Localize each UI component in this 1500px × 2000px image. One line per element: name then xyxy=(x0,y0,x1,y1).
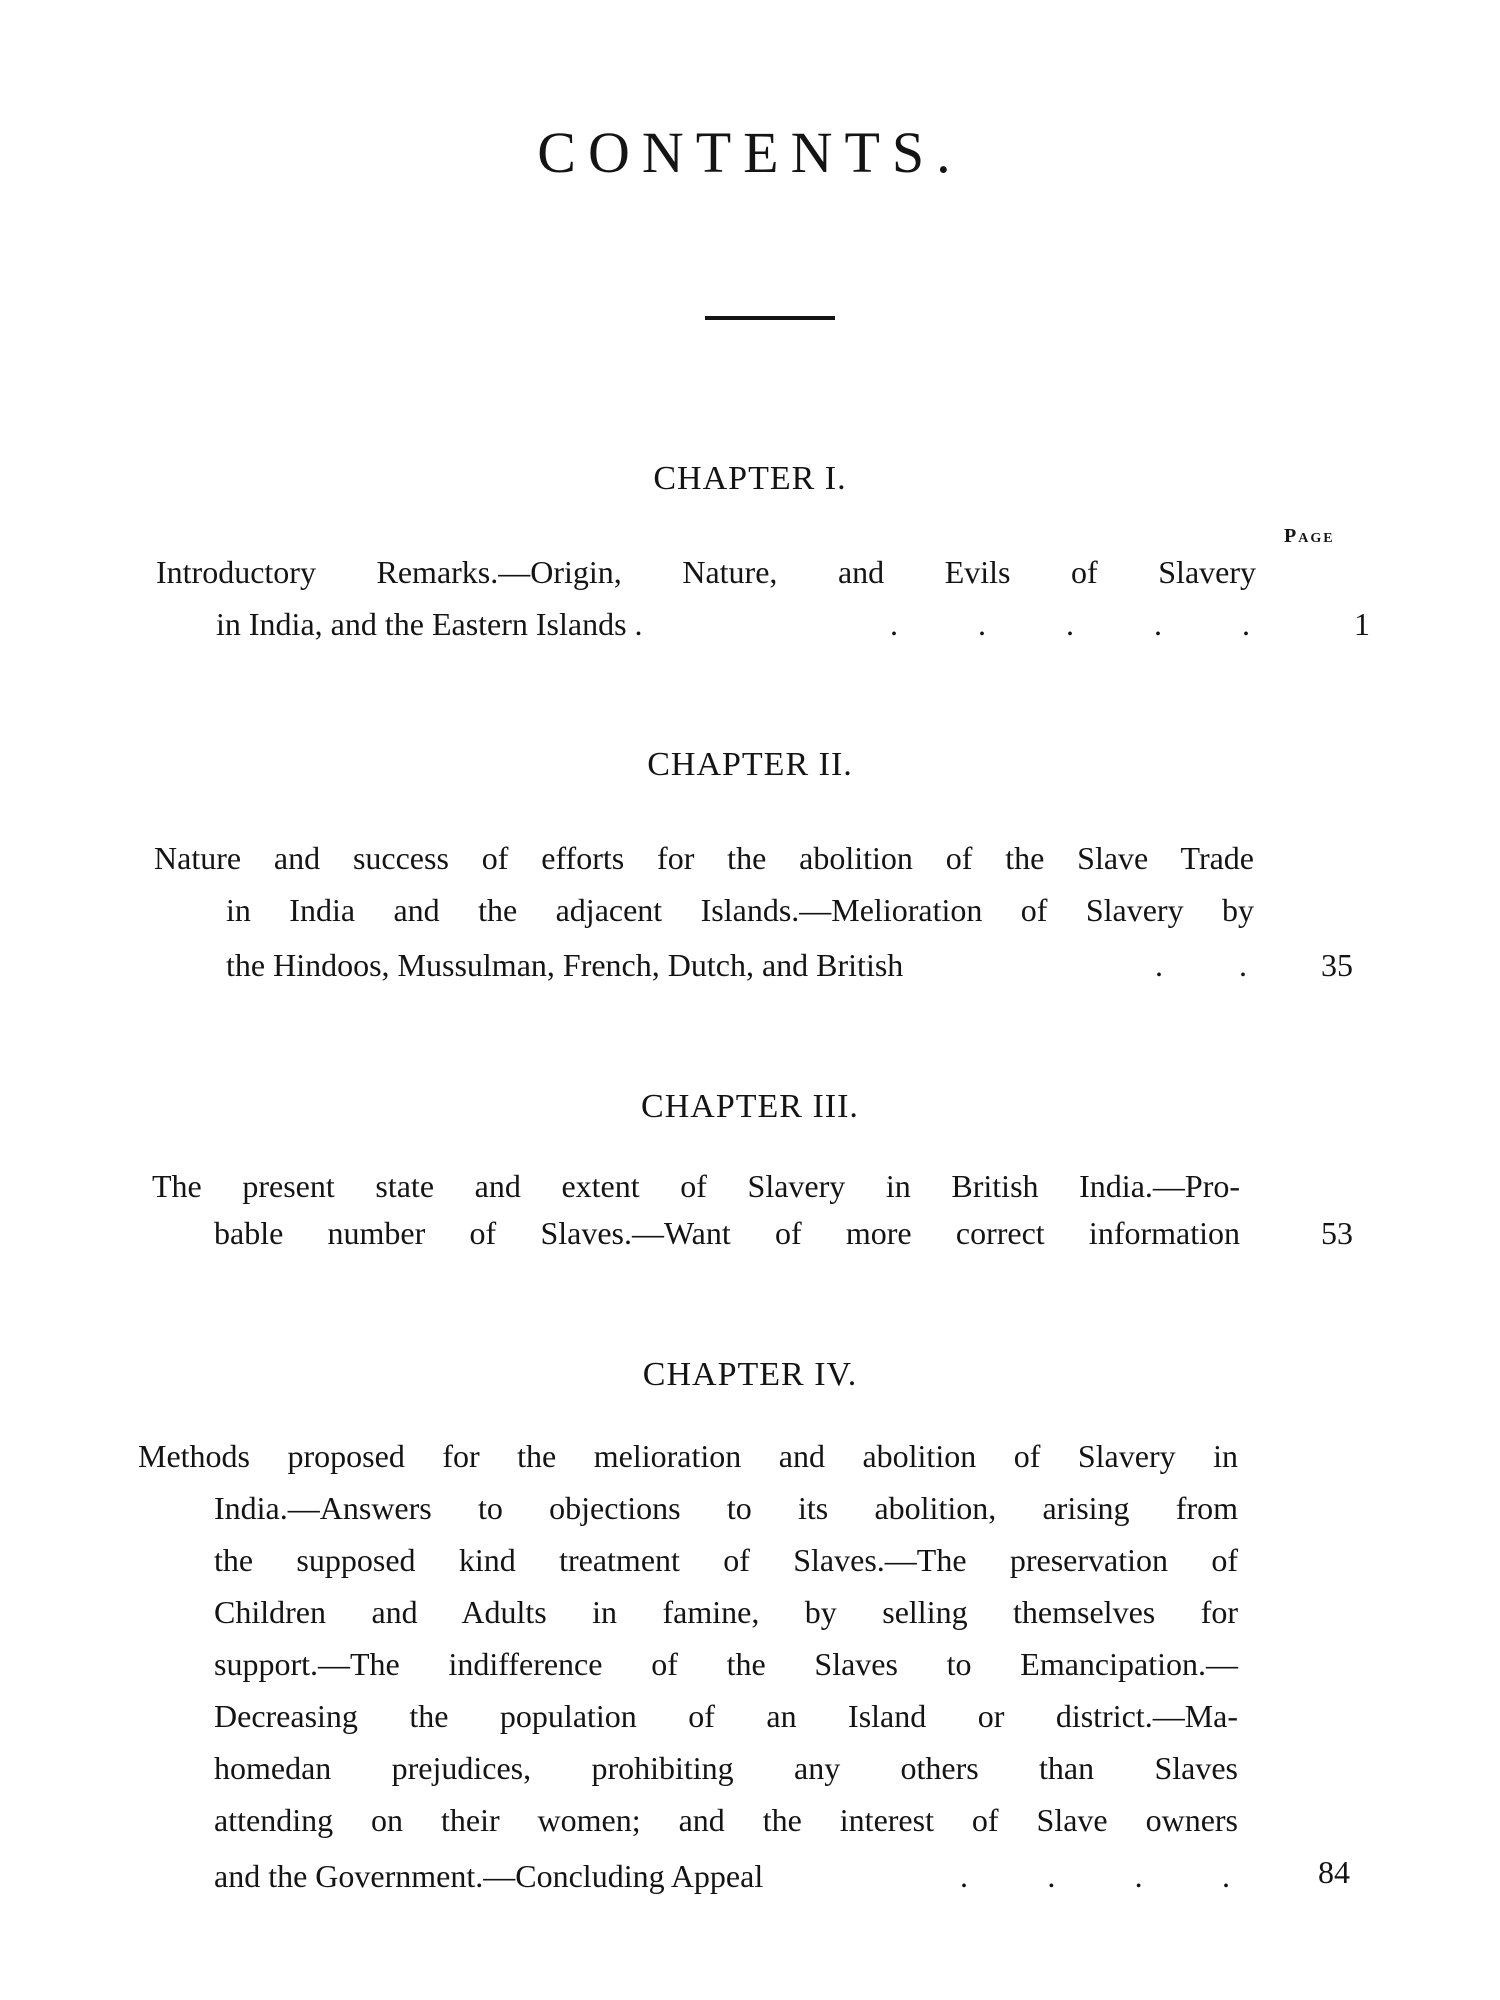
title-rule xyxy=(705,316,835,320)
chapter-2-line-3: the Hindoos, Mussulman, French, Dutch, and British xyxy=(226,947,904,983)
chapter-2-heading: CHAPTER II. xyxy=(647,746,853,783)
chapter-3-line-2: bable number of Slaves.—Want of more correct information xyxy=(214,1215,1240,1251)
chapter-4-line-4: Children and Adults in famine, by selling themselves for xyxy=(214,1594,1238,1630)
chapter-4-line-2: India.—Answers to objections to its abolition, arising from xyxy=(214,1490,1238,1526)
chapter-4-line-6: Decreasing the population of an Island or district.—Ma- xyxy=(214,1698,1238,1734)
chapter-2-line-2: in India and the adjacent Islands.—Melioration of Slavery by xyxy=(226,892,1254,928)
chapter-1-line-1: Introductory Remarks.—Origin, Nature, and Evils of Slavery xyxy=(156,554,1256,590)
chapter-2-line-1: Nature and success of efforts for the abolition of the Slave Trade xyxy=(154,840,1254,876)
chapter-1-page-number: 1 xyxy=(1354,606,1370,642)
chapter-4-line-9: and the Government.—Concluding Appeal xyxy=(214,1858,764,1894)
chapter-2-page-number: 35 xyxy=(1321,947,1353,983)
chapter-4-page-number: 84 xyxy=(1318,1854,1350,1890)
chapter-1-heading: CHAPTER I. xyxy=(653,460,847,497)
page-title: CONTENTS. xyxy=(537,120,963,185)
chapter-3-heading: CHAPTER III. xyxy=(641,1088,859,1125)
chapter-1-line-2: in India, and the Eastern Islands . xyxy=(216,606,643,642)
chapter-1-dot-leaders: . . . . . xyxy=(890,606,1250,642)
chapter-3-page-number: 53 xyxy=(1321,1215,1353,1251)
chapter-4-line-3: the supposed kind treatment of Slaves.—The preservation of xyxy=(214,1542,1238,1578)
chapter-4-line-8: attending on their women; and the interest of Slave owners xyxy=(214,1802,1238,1838)
chapter-4-line-1: Methods proposed for the melioration and abolition of Slavery in xyxy=(138,1438,1238,1474)
chapter-4-line-7: homedan prejudices, prohibiting any others than Slaves xyxy=(214,1750,1238,1786)
chapter-4-dot-leaders: . . . . xyxy=(960,1858,1230,1894)
chapter-4-line-5: support.—The indifference of the Slaves to Emancipation.— xyxy=(214,1646,1238,1682)
chapter-2-dot-leaders: . . xyxy=(1155,947,1247,983)
chapter-3-line-1: The present state and extent of Slavery in British India.—Pro- xyxy=(152,1168,1240,1204)
page-column-label: Page xyxy=(1284,525,1335,547)
chapter-4-heading: CHAPTER IV. xyxy=(642,1356,858,1393)
